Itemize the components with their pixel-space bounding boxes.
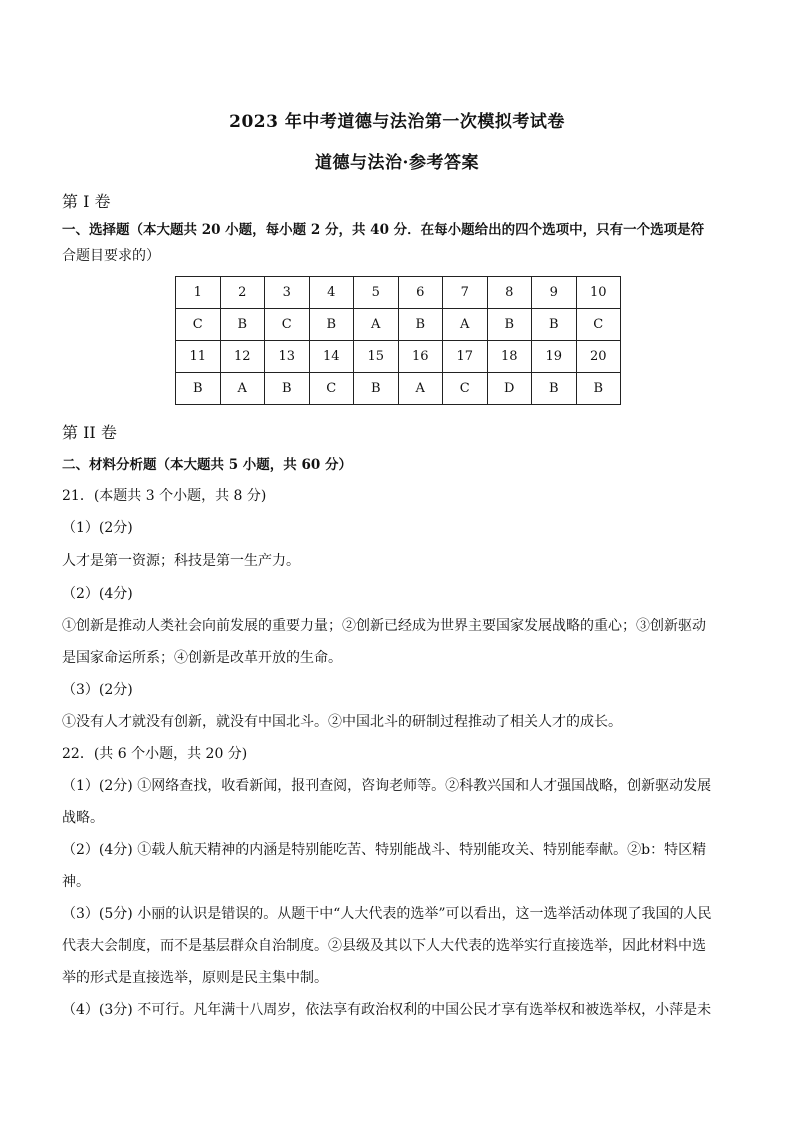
answer-cell: A — [443, 309, 488, 341]
answer-cell: C — [309, 373, 354, 405]
q21-header: 21．(本题共 3 个小题，共 8 分) — [62, 488, 267, 504]
answer-cell: B — [354, 373, 399, 405]
question-number-cell: 7 — [443, 277, 488, 309]
answer-cell: A — [398, 373, 443, 405]
answer-cell: C — [265, 309, 310, 341]
answer-table-row — [176, 277, 621, 309]
question-number-cell: 13 — [265, 341, 310, 373]
question-number-cell: 19 — [532, 341, 577, 373]
part2-instruction: 二、材料分析题（本大题共 5 小题，共 60 分） — [62, 457, 352, 473]
q22-1-line2: 战略。 — [62, 810, 104, 826]
answer-table — [175, 276, 621, 405]
question-number-cell: 15 — [354, 341, 399, 373]
part1-instruction-continued: 合题目要求的） — [62, 248, 160, 264]
q21-2-label: （2）(4分) — [62, 586, 133, 602]
question-number-cell: 20 — [576, 341, 621, 373]
part1-heading: 第 I 卷 — [62, 192, 111, 211]
q22-header: 22．(共 6 个小题，共 20 分) — [62, 746, 248, 762]
q22-3-line2: 代表大会制度，而不是基层群众自治制度。②县级及其以下人大代表的选举实行直接选举，因此材料中选 — [62, 938, 706, 954]
answer-table-row — [176, 341, 621, 373]
q22-3-line3: 举的形式是直接选举，原则是民主集中制。 — [62, 970, 328, 986]
answer-table-row — [176, 309, 621, 341]
q22-2-line2: 神。 — [62, 874, 90, 890]
q21-2-answer-line2: 是国家命运所系；④创新是改革开放的生命。 — [62, 650, 342, 666]
q21-1-answer: 人才是第一资源；科技是第一生产力。 — [62, 553, 300, 569]
q22-4-line1: （4）(3分) 不可行。凡年满十八周岁，依法享有政治权利的中国公民才享有选举权和被选举权，小萍是未 — [62, 1002, 712, 1018]
question-number-cell: 11 — [176, 341, 221, 373]
question-number-cell: 6 — [398, 277, 443, 309]
answer-cell: B — [309, 309, 354, 341]
question-number-cell: 10 — [576, 277, 621, 309]
question-number-cell: 18 — [487, 341, 532, 373]
answer-cell: B — [532, 373, 577, 405]
question-number-cell: 4 — [309, 277, 354, 309]
answer-cell: B — [487, 309, 532, 341]
answer-cell: B — [220, 309, 265, 341]
part1-instruction: 一、选择题（本大题共 20 小题，每小题 2 分，共 40 分．在每小题给出的四个选项中，只有一个选项是符 — [62, 222, 705, 238]
question-number-cell: 2 — [220, 277, 265, 309]
answer-table-row — [176, 373, 621, 405]
answer-cell: A — [220, 373, 265, 405]
question-number-cell: 3 — [265, 277, 310, 309]
answer-cell: C — [443, 373, 488, 405]
question-number-cell: 5 — [354, 277, 399, 309]
q21-2-answer-line1: ①创新是推动人类社会向前发展的重要力量；②创新已经成为世界主要国家发展战略的重心；③创新驱动 — [62, 618, 706, 634]
question-number-cell: 16 — [398, 341, 443, 373]
q22-3-line1: （3）(5分) 小丽的认识是错误的。从题干中“人大代表的选举”可以看出，这一选举活动体现了我国的人民 — [62, 906, 712, 922]
document-subtitle: 道德与法治·参考答案 — [315, 153, 479, 173]
answer-cell: D — [487, 373, 532, 405]
answer-cell: B — [532, 309, 577, 341]
question-number-cell: 17 — [443, 341, 488, 373]
q22-1-line1: （1）(2分) ①网络查找，收看新闻，报刊查阅，咨询老师等。②科教兴国和人才强国战略，创新驱动发展 — [62, 778, 712, 794]
answer-cell: B — [398, 309, 443, 341]
answer-cell: B — [576, 373, 621, 405]
part2-heading: 第 II 卷 — [62, 423, 117, 442]
question-number-cell: 8 — [487, 277, 532, 309]
q21-3-label: （3）(2分) — [62, 682, 133, 698]
q22-2-line1: （2）(4分) ①载人航天精神的内涵是特别能吃苦、特别能战斗、特别能攻关、特别能奉献。②b：特区精 — [62, 842, 707, 858]
document-title: 2023 年中考道德与法治第一次模拟考试卷 — [229, 112, 565, 132]
answer-cell: B — [265, 373, 310, 405]
answer-cell: C — [576, 309, 621, 341]
q21-3-answer: ①没有人才就没有创新，就没有中国北斗。②中国北斗的研制过程推动了相关人才的成长。 — [62, 714, 622, 730]
question-number-cell: 9 — [532, 277, 577, 309]
question-number-cell: 1 — [176, 277, 221, 309]
q21-1-label: （1）(2分) — [62, 520, 133, 536]
question-number-cell: 14 — [309, 341, 354, 373]
answer-cell: C — [176, 309, 221, 341]
question-number-cell: 12 — [220, 341, 265, 373]
answer-cell: A — [354, 309, 399, 341]
answer-cell: B — [176, 373, 221, 405]
